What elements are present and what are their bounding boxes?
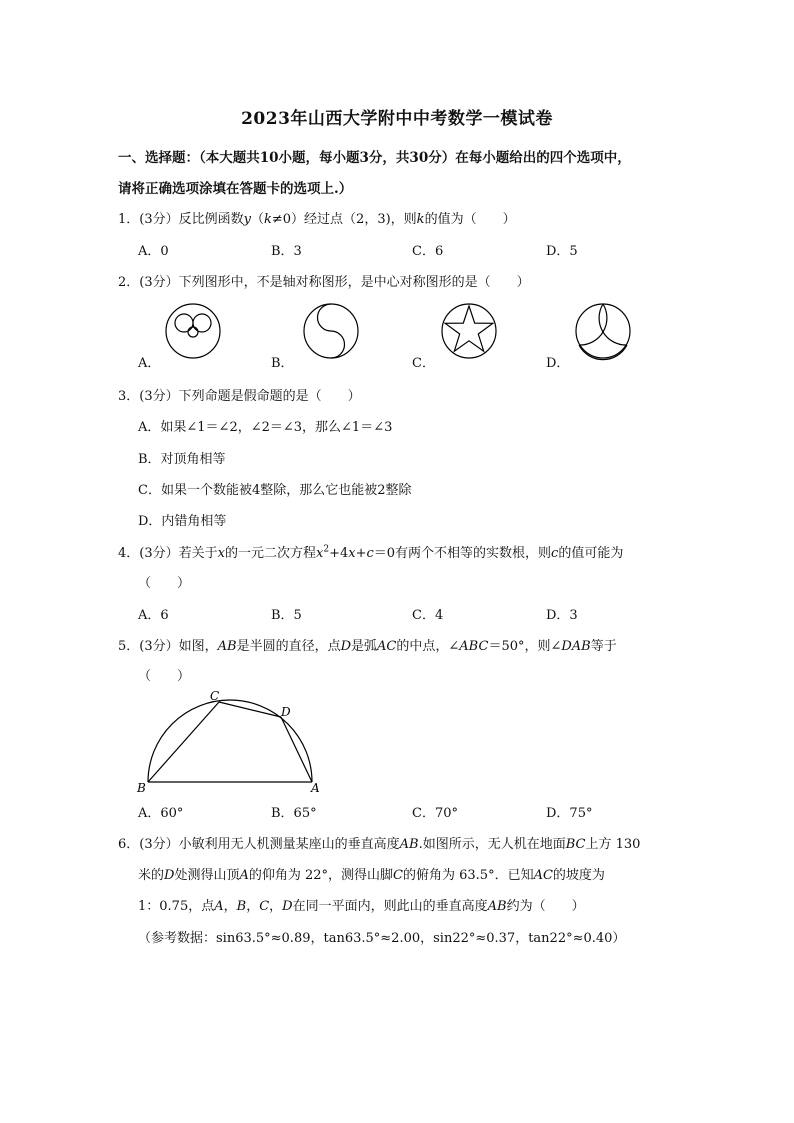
q3-option-b: B．对顶角相等: [138, 452, 226, 467]
q2a-outer-circle: [166, 304, 220, 358]
question-6-line1: [118, 833, 640, 852]
q6-text-9: 1：0.75，点: [138, 899, 215, 914]
q2-figure-a: [165, 303, 221, 359]
q6-text-11: 约为（ ）: [506, 899, 585, 914]
q2-option-b: B．: [271, 356, 294, 371]
q5-text-3: 是弧: [351, 639, 378, 654]
q5-semicircle-figure: [130, 688, 330, 798]
q6-text-4: 米的: [138, 868, 165, 883]
q5-text-2: 是半圆的直径，点: [236, 639, 341, 654]
q4-text-2: 的一元二次方程: [224, 546, 316, 561]
q5-var-d: D: [340, 639, 352, 654]
q4-text-1: 4．(3分）若关于: [118, 546, 218, 561]
q6-reference-data: （参考数据：sin63.5°≈0.89，tan63.5°≈2.00，sin22°≈0.37，tan22°≈0.40）: [138, 931, 626, 946]
q2a-center-circle: [188, 327, 198, 337]
q6-var-c2: C: [259, 899, 270, 914]
q2-option-a: A．: [138, 356, 161, 371]
q4-answer-paren: （ ）: [138, 576, 191, 591]
q4-text-6: 的值可能为: [558, 546, 624, 561]
q1-text-2: （: [250, 212, 264, 227]
q2c-outer-circle: [442, 304, 496, 358]
q5-label-c: C: [210, 689, 220, 703]
q1-option-d: D．5: [546, 244, 578, 259]
q2-figure-b: [303, 303, 359, 359]
question-3: 3．(3分）下列命题是假命题的是（ ）: [118, 389, 361, 404]
question-2: 2．(3分）下列图形中，不是轴对称图形，是中心对称图形的是（ ）: [118, 275, 530, 290]
q4-option-a: A．6: [138, 608, 169, 623]
q5-label-d: D: [281, 705, 291, 719]
q2-figure-d: [575, 303, 631, 359]
q4-option-d: D．3: [546, 608, 578, 623]
q5-option-b: B．65°: [271, 806, 317, 821]
q1-option-c: C．6: [412, 244, 444, 259]
q5-text-1: 5．(3分）如图，: [118, 639, 218, 654]
q5-var-abc: ABC: [459, 639, 489, 654]
q5-segment-da: [281, 717, 312, 782]
q3-option-a: A．如果∠1＝∠2，∠2＝∠3，那么∠1＝∠3: [138, 420, 393, 435]
q1-text-1: 1．(3分）反比例函数: [118, 212, 244, 227]
q4-var-x: x: [217, 546, 225, 561]
q4-text-3: +4: [329, 546, 349, 561]
q3-option-c: C．如果一个数能被4整除，那么它也能被2整除: [138, 483, 412, 498]
q4-text-5: ＝0有两个不相等的实数根，则: [373, 546, 552, 561]
q6-var-d: D: [164, 868, 175, 883]
q4-var-x2: x: [315, 546, 324, 561]
q6-var-ac: AC: [533, 868, 553, 883]
q6-text-10: 在同一平面内，则此山的垂直高度: [292, 899, 488, 914]
q5-label-b: B: [137, 781, 146, 795]
q4-var-x3: x: [348, 546, 356, 561]
q6-text-1: 6．(3分）小敏利用无人机测量某座山的垂直高度: [118, 837, 400, 852]
q2b-s-curve: [318, 304, 345, 358]
q2c-star: [445, 306, 493, 351]
q3-option-d: D．内错角相等: [138, 514, 227, 529]
q6-text-5: 处测得山顶: [174, 868, 240, 883]
q6-var-ab2: AB: [487, 899, 507, 914]
q5-var-dab: DAB: [561, 639, 591, 654]
q1-option-a: A．0: [138, 244, 169, 259]
q1-var-y: y: [243, 212, 251, 227]
q2-option-d: D．: [546, 356, 570, 371]
q5-answer-paren: （ ）: [138, 669, 191, 684]
q6-var-ab: AB: [399, 837, 419, 852]
q5-var-ac: AC: [377, 639, 397, 654]
q1-option-b: B．3: [271, 244, 302, 259]
q6-var-a2: A: [214, 899, 224, 914]
section-heading-line1: 一、选择题：（本大题共10小题，每小题3分，共30分）在每小题给出的四个选项中，: [118, 150, 631, 166]
q1-text-3: ≠0）经过点（2，3)，则: [271, 212, 417, 227]
q6-var-bc: BC: [565, 837, 586, 852]
question-6-line2: [138, 864, 605, 883]
q6-var-a: A: [239, 868, 249, 883]
q6-var-b: B: [236, 899, 247, 914]
q5-text-6: 等于: [590, 639, 617, 654]
q1-var-k: k: [264, 212, 272, 227]
q5-text-5: ＝50°，则∠: [488, 639, 562, 654]
q6-sep-2: ，: [246, 899, 260, 914]
q5-segment-cd: [219, 702, 281, 717]
question-6-line3: [138, 895, 585, 914]
q1-text-4: 的值为（ ）: [424, 212, 516, 227]
q6-text-8: 的坡度为: [552, 868, 605, 883]
q4-var-c2: c: [551, 546, 559, 561]
q5-label-a: A: [311, 781, 320, 795]
q5-var-ab: AB: [217, 639, 237, 654]
q2d-arc-2: [579, 304, 607, 345]
q2d-arc-1: [599, 304, 627, 345]
q6-sep-3: ，: [269, 899, 283, 914]
q6-text-6: 的仰角为 22°，测得山脚: [248, 868, 394, 883]
q4-var-c: c: [366, 546, 374, 561]
q6-text-7: 的俯角为 63.5°．已知: [403, 868, 534, 883]
q2-figure-c: [441, 303, 497, 359]
q6-text-3: 上方 130: [585, 837, 641, 852]
q6-var-c: C: [393, 868, 403, 883]
q4-option-c: C．4: [412, 608, 444, 623]
q4-exponent: 2: [323, 544, 330, 555]
q4-text-4: +: [355, 546, 367, 561]
q5-option-c: C．70°: [412, 806, 458, 821]
q1-var-k2: k: [416, 212, 425, 227]
q5-option-d: D．75°: [546, 806, 593, 821]
question-5: [118, 635, 617, 654]
q5-option-a: A．60°: [138, 806, 184, 821]
q2-option-c: C．: [412, 356, 435, 371]
q6-text-2: .如图所示，无人机在地面: [418, 837, 566, 852]
q4-option-b: B．5: [271, 608, 302, 623]
section-heading-line2: 请将正确选项涂填在答题卡的选项上.）: [118, 181, 353, 197]
page-title: 2023年山西大学附中中考数学一模试卷: [241, 109, 553, 129]
q6-sep-1: ，: [223, 899, 237, 914]
question-1: [118, 208, 516, 227]
q5-text-4: 的中点，∠: [396, 639, 460, 654]
question-4: [118, 542, 623, 561]
q6-var-d2: D: [282, 899, 293, 914]
q2a-left-circle: [175, 314, 193, 332]
q2a-right-circle: [193, 314, 211, 332]
